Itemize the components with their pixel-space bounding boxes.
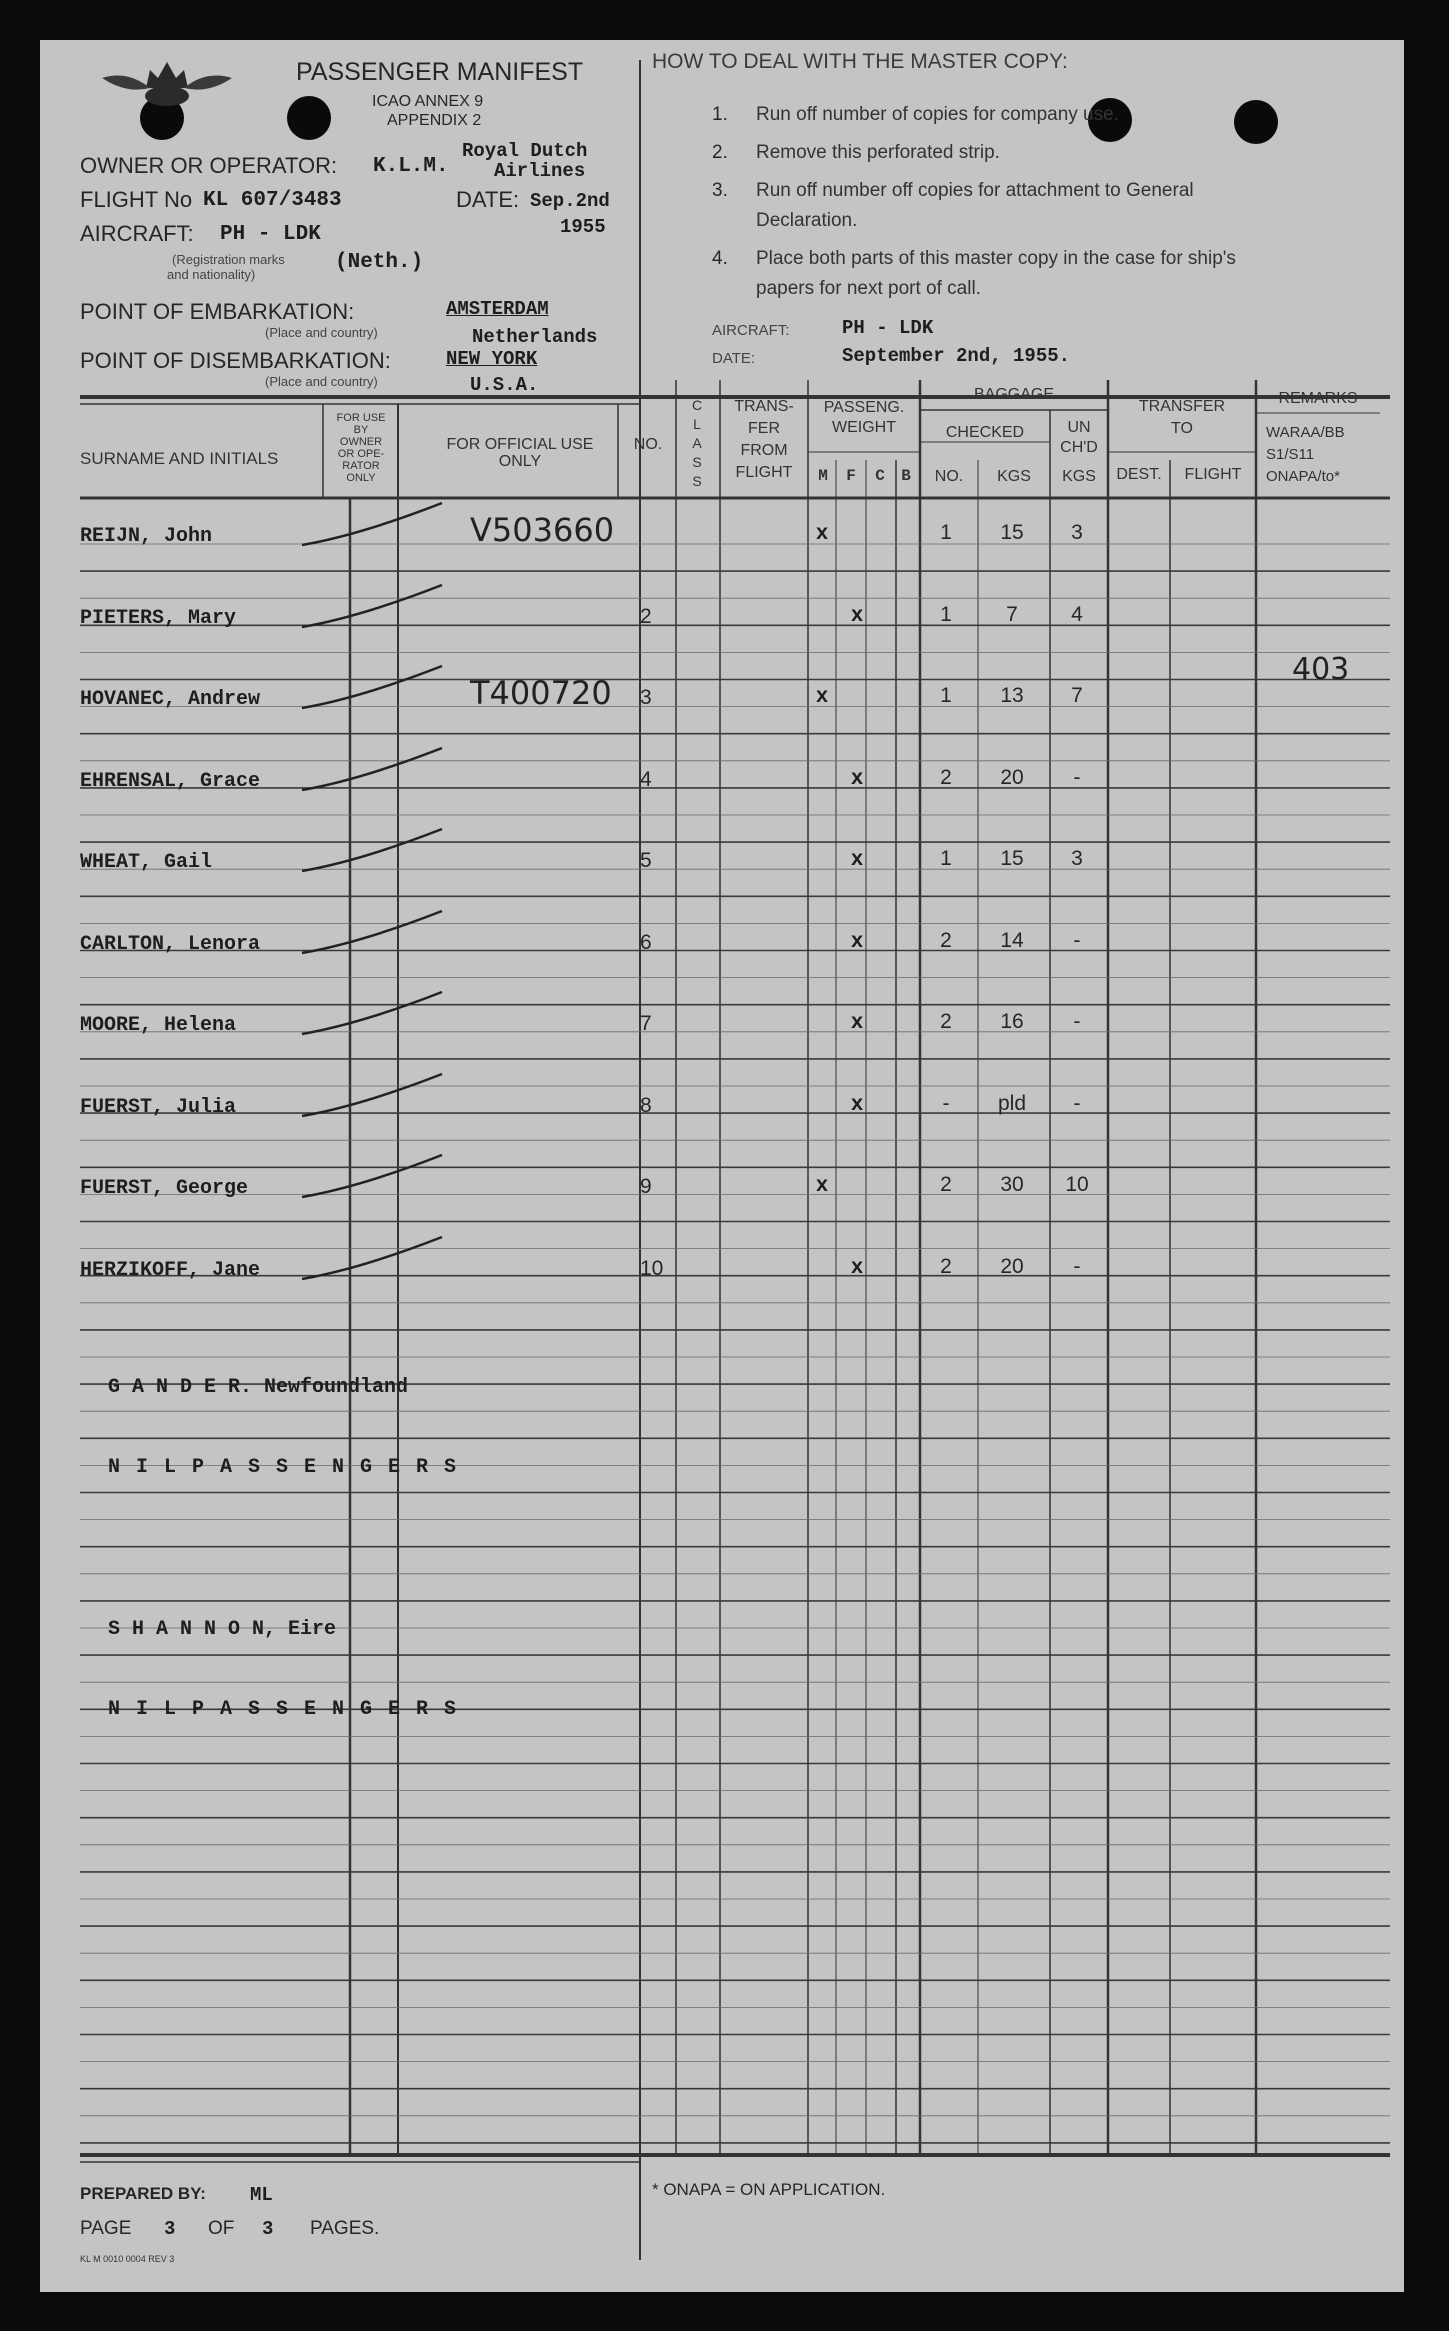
passenger-number: 7 — [640, 1012, 652, 1035]
bag-count: 1 — [940, 847, 952, 870]
check-mark-stroke — [300, 495, 460, 555]
col-unchecked-kgs-header: KGS — [1062, 468, 1096, 485]
check-mark-stroke — [300, 1147, 460, 1207]
instruction-number: 1. — [712, 104, 728, 125]
col-mfcb-header: M F C B — [818, 467, 911, 485]
unchecked-kgs: - — [1073, 928, 1081, 952]
col-for-use-header: FOR USE BY OWNER OR OPE- RATOR ONLY — [336, 412, 386, 484]
col-official-header: FOR OFFICIAL USE ONLY — [446, 436, 594, 470]
passenger-number: 8 — [640, 1093, 652, 1117]
passenger-name: WHEAT, Gail — [80, 851, 213, 874]
weight-f-mark: x — [850, 604, 864, 628]
prepared-by-value: ML — [250, 2184, 273, 2206]
punch-hole — [1234, 100, 1278, 144]
col-passenger-weight-header: PASSENG. WEIGHT — [823, 399, 905, 436]
stop-shannon: S H A N N O N, Eire — [108, 1618, 337, 1641]
flight-label: FLIGHT No — [80, 187, 193, 212]
remark-number: 403 — [1292, 652, 1350, 687]
bag-count: 2 — [940, 1254, 952, 1278]
official-use-code: T400720 — [470, 674, 612, 712]
unchecked-kgs: - — [1073, 765, 1081, 789]
unchecked-kgs: - — [1073, 1091, 1081, 1115]
check-mark-stroke — [300, 984, 460, 1044]
col-transfer-from-header: TRANS- FER FROM FLIGHT — [734, 398, 794, 481]
unchecked-kgs: 10 — [1065, 1173, 1089, 1196]
pages-label: PAGES. — [310, 2218, 380, 2239]
form-subtitle-annex: ICAO ANNEX 9 — [372, 93, 484, 110]
weight-f-mark: x — [850, 1256, 864, 1280]
passenger-name: HOVANEC, Andrew — [80, 688, 261, 711]
unchecked-kgs: - — [1073, 1254, 1081, 1278]
of-value: 3 — [262, 2218, 274, 2240]
page-label: PAGE — [80, 2218, 132, 2239]
unchecked-kgs: - — [1073, 1010, 1081, 1033]
col-baggage-header: BAGGAGE — [973, 386, 1055, 403]
form-title: PASSENGER MANIFEST — [296, 58, 584, 86]
stop-gander: G A N D E R. Newfoundland — [108, 1376, 409, 1399]
check-mark-stroke — [300, 577, 460, 637]
passenger-name: FUERST, Julia — [80, 1095, 237, 1119]
bag-kgs: 20 — [1000, 1254, 1024, 1278]
date-year: 1955 — [560, 216, 606, 238]
unchecked-kgs: 4 — [1071, 602, 1083, 626]
bag-count: 1 — [940, 602, 952, 626]
passenger-name: REIJN, John — [80, 525, 213, 548]
embarkation-country: Netherlands — [472, 326, 598, 348]
bag-count: 2 — [940, 1173, 952, 1196]
disembarkation-note: (Place and country) — [265, 374, 378, 389]
col-class-header: C L A S S — [691, 397, 703, 489]
weight-f-mark: x — [850, 849, 864, 872]
disembarkation-place: NEW YORK — [446, 348, 538, 370]
remarks-codes: WARAA/BB S1/S11 ONAPA/to* — [1266, 424, 1345, 485]
bag-kgs: 13 — [1000, 684, 1024, 707]
instruction-text-continued: papers for next port of call. — [756, 278, 981, 299]
passenger-name: MOORE, Helena — [80, 1014, 237, 1037]
onapa-note: * ONAPA = ON APPLICATION. — [652, 2180, 886, 2199]
check-mark-stroke — [300, 1229, 460, 1289]
instruction-text: Remove this perforated strip. — [756, 142, 1000, 163]
check-mark-stroke — [300, 903, 460, 963]
bag-count: 1 — [940, 521, 952, 544]
weight-f-mark: x — [850, 930, 864, 954]
instruction-text: Place both parts of this master copy in the case for ship's — [756, 248, 1236, 269]
unchecked-kgs: 3 — [1071, 521, 1083, 544]
bag-kgs: pld — [997, 1091, 1027, 1115]
col-flight-header: FLIGHT — [1184, 466, 1242, 483]
instructions-heading: HOW TO DEAL WITH THE MASTER COPY: — [652, 50, 1068, 73]
strip-date-label: DATE: — [712, 350, 756, 367]
owner-label: OWNER OR OPERATOR: — [80, 153, 338, 178]
bag-kgs: 16 — [1000, 1010, 1024, 1033]
check-mark-stroke — [300, 740, 460, 800]
strip-aircraft-value: PH - LDK — [842, 317, 934, 339]
disembarkation-country: U.S.A. — [470, 374, 539, 396]
weight-f-mark: x — [850, 767, 864, 791]
bag-count: 2 — [940, 765, 952, 789]
check-mark-stroke — [300, 658, 460, 718]
check-mark-stroke — [300, 1066, 460, 1126]
passenger-number: 3 — [640, 686, 652, 709]
bag-kgs: 30 — [1000, 1173, 1024, 1196]
embarkation-note: (Place and country) — [265, 325, 378, 340]
flight-value: KL 607/3483 — [203, 189, 342, 212]
col-surname-header: SURNAME AND INITIALS — [80, 449, 279, 468]
instruction-text: Run off number off copies for attachment to General — [756, 180, 1194, 201]
nil-passengers-shannon: N I L P A S S E N G E R S — [108, 1698, 459, 1721]
col-checked-header: CHECKED — [945, 424, 1025, 441]
instruction-number: 4. — [712, 248, 728, 269]
weight-m-mark: x — [815, 1175, 829, 1198]
weight-f-mark: x — [850, 1093, 864, 1117]
passenger-name: HERZIKOFF, Jane — [80, 1258, 261, 1282]
of-label: OF — [208, 2218, 235, 2239]
passenger-name: EHRENSAL, Grace — [80, 769, 261, 793]
col-unchecked-header: UN CH'D — [1060, 419, 1098, 456]
aircraft-value: PH - LDK — [220, 223, 321, 246]
passenger-number: 10 — [640, 1256, 664, 1280]
unchecked-kgs: 7 — [1071, 684, 1083, 707]
strip-date-value: September 2nd, 1955. — [842, 345, 1071, 367]
bag-count: 2 — [940, 1010, 952, 1033]
prepared-by-label: PREPARED BY: — [80, 2184, 206, 2203]
unchecked-kgs: 3 — [1071, 847, 1083, 870]
official-use-code: V503660 — [470, 511, 615, 549]
strip-aircraft-label: AIRCRAFT: — [712, 322, 790, 339]
passenger-name: PIETERS, Mary — [80, 606, 237, 630]
bag-kgs: 20 — [1000, 765, 1024, 789]
col-remarks-header: REMARKS — [1278, 390, 1358, 407]
owner-value-line3: Airlines — [494, 160, 586, 182]
bag-count: 2 — [940, 928, 952, 952]
date-value: Sep.2nd — [530, 190, 610, 212]
registration-note-1: (Registration marks — [172, 252, 285, 267]
bag-count: 1 — [940, 684, 952, 707]
passenger-number: 2 — [640, 604, 652, 628]
bag-count: - — [942, 1091, 950, 1115]
passenger-number: 6 — [640, 930, 652, 954]
weight-m-mark: x — [815, 686, 829, 709]
instruction-text-continued: Declaration. — [756, 210, 858, 231]
form-subtitle-appendix: APPENDIX 2 — [387, 112, 482, 129]
date-label: DATE: — [456, 187, 520, 212]
bag-kgs: 15 — [1000, 521, 1024, 544]
passenger-number: 9 — [640, 1175, 652, 1198]
weight-m-mark: x — [815, 523, 829, 546]
passenger-number: 4 — [640, 767, 652, 791]
passenger-name: FUERST, George — [80, 1177, 249, 1200]
bag-kgs: 14 — [1000, 928, 1024, 952]
nil-passengers-gander: N I L P A S S E N G E R S — [108, 1456, 459, 1479]
col-bag-no-header: NO. — [934, 468, 964, 485]
owner-value-line2: Royal Dutch — [462, 140, 588, 162]
registration-note-2: and nationality) — [167, 267, 256, 282]
registration-value: (Neth.) — [335, 251, 424, 274]
passenger-name: CARLTON, Lenora — [80, 932, 261, 956]
disembarkation-label: POINT OF DISEMBARKATION: — [80, 348, 391, 373]
punch-hole — [287, 96, 331, 140]
embarkation-label: POINT OF EMBARKATION: — [80, 299, 355, 324]
instruction-number: 3. — [712, 180, 728, 201]
owner-value: K.L.M. — [373, 155, 449, 178]
check-mark-stroke — [300, 821, 460, 881]
passenger-number: 5 — [640, 849, 652, 872]
instruction-number: 2. — [712, 142, 728, 163]
col-no-header: NO. — [633, 436, 663, 453]
klm-crown-emblem — [98, 52, 236, 116]
col-transfer-to-header: TRANSFER TO — [1138, 398, 1226, 437]
page-value: 3 — [164, 2218, 176, 2240]
print-code: KL M 0010 0004 REV 3 — [80, 2254, 175, 2264]
embarkation-place: AMSTERDAM — [446, 298, 549, 320]
col-kgs-header: KGS — [997, 468, 1031, 485]
aircraft-label: AIRCRAFT: — [80, 221, 194, 246]
bag-kgs: 7 — [1006, 602, 1018, 626]
bag-kgs: 15 — [1000, 847, 1024, 870]
col-dest-header: DEST. — [1116, 466, 1162, 483]
weight-f-mark: x — [850, 1012, 864, 1035]
instruction-text: Run off number of copies for company use. — [756, 104, 1119, 125]
